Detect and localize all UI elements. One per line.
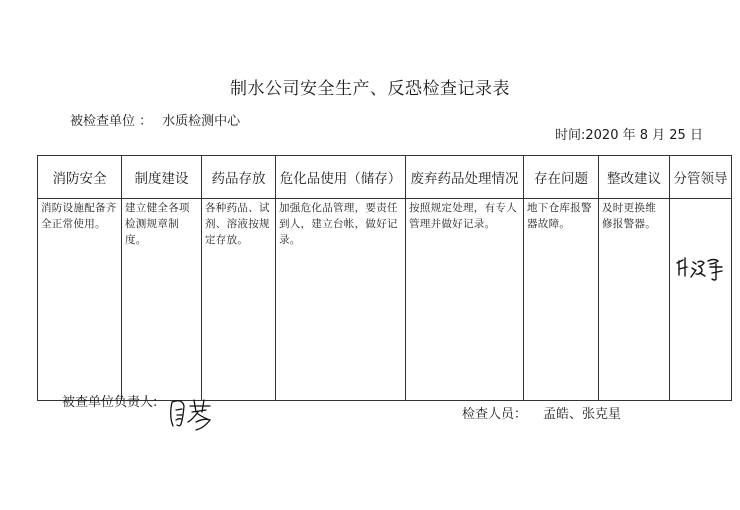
inspectors-label: 检查人员： <box>462 407 528 422</box>
leader-signature <box>674 255 728 281</box>
header-drug-storage: 药品存放 <box>202 156 276 199</box>
header-problems: 存在问题 <box>524 156 599 199</box>
table-row <box>38 199 732 401</box>
cell-system-building: 建立健全各项检测规章制度。 <box>122 199 202 401</box>
responsible-signature <box>168 396 220 432</box>
header-hazchem-use: 危化品使用（储存） <box>276 156 406 199</box>
header-leader: 分管领导 <box>670 156 732 199</box>
header-rectification: 整改建议 <box>599 156 670 199</box>
document-title: 制水公司安全生产、反恐检查记录表 <box>230 79 510 99</box>
inspected-unit-value: 水质检测中心 <box>162 114 241 129</box>
inspectors-value: 孟皓、张克星 <box>543 407 622 422</box>
header-fire-safety: 消防安全 <box>38 156 122 199</box>
cell-rectification: 及时更换维修报警器。 <box>599 199 670 401</box>
cell-problems: 地下仓库报警器故障。 <box>524 199 599 401</box>
inspectors-line <box>462 403 621 422</box>
inspection-date: 时间:2020 年 8 月 25 日 <box>555 128 703 143</box>
responsible-label: 被查单位负责人: <box>62 395 158 410</box>
cell-waste-disposal: 按照规定处理，有专人管理并做好记录。 <box>406 199 524 401</box>
inspection-record-table <box>37 155 732 401</box>
header-system-building: 制度建设 <box>122 156 202 199</box>
cell-fire-safety: 消防设施配备齐全正常使用。 <box>38 199 122 401</box>
table-header-row <box>38 156 732 199</box>
inspected-unit-line <box>70 110 240 129</box>
cell-hazchem-use: 加强危化品管理，要责任到人，建立台帐，做好记录。 <box>276 199 406 401</box>
inspected-unit-label: 被检查单位 ： <box>70 114 153 129</box>
cell-drug-storage: 各种药品、试剂、溶液按规定存放。 <box>202 199 276 401</box>
header-waste-disposal: 废弃药品处理情况 <box>406 156 524 199</box>
cell-leader <box>670 199 732 401</box>
